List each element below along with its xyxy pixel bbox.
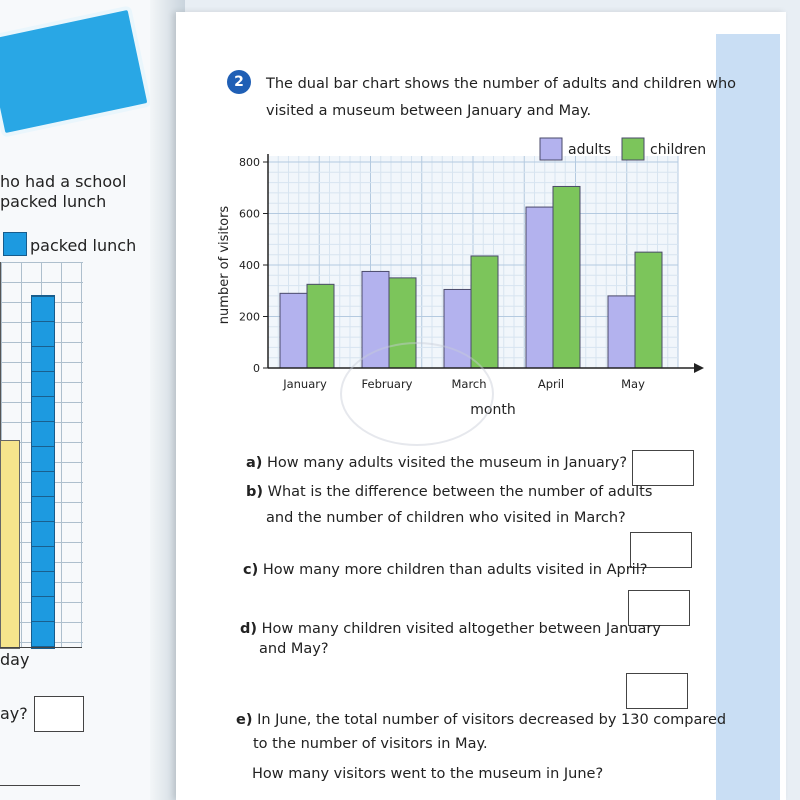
bar-children-april: [553, 186, 580, 368]
bar-children-march: [471, 256, 498, 368]
legend-label: packed lunch: [30, 236, 137, 255]
bar-adults-april: [526, 207, 553, 368]
question-intro: visited a museum between January and May.: [266, 103, 592, 119]
x-axis: [0, 647, 82, 648]
subquestion-text: How many children visited altogether between January: [261, 621, 661, 637]
answer-box[interactable]: [34, 696, 84, 732]
subquestion-text: and the number of children who visited in March?: [266, 510, 626, 526]
x-axis-arrow: [694, 363, 704, 373]
x-tick-label: February: [361, 377, 413, 391]
banner-graphic: [0, 5, 152, 138]
y-tick-label: 200: [239, 310, 260, 324]
subquestion-text: to the number of visitors in May.: [253, 736, 488, 752]
x-axis-title: month: [470, 402, 516, 418]
subquestion-label: d): [240, 621, 258, 637]
x-tick-label: April: [537, 377, 565, 391]
bar-adults-may: [608, 296, 635, 368]
axis-label: day: [0, 650, 30, 669]
x-tick-label: March: [451, 377, 487, 391]
subquestion-text: What is the difference between the number of adults: [267, 484, 653, 500]
left-page: [0, 0, 170, 800]
legend-swatch-children: [622, 138, 644, 160]
subquestion-label: a): [246, 455, 263, 471]
legend-label-adults: adults: [568, 142, 612, 158]
bar-children-january: [307, 284, 334, 368]
y-tick-label: 0: [253, 362, 260, 375]
question-intro: The dual bar chart shows the number of adults and children who: [266, 76, 737, 92]
import-stamp: [340, 342, 494, 446]
page-margin-strip: [716, 34, 780, 800]
subquestion-d: [240, 621, 661, 637]
answer-line: [0, 785, 80, 786]
answer-box[interactable]: [632, 450, 694, 486]
legend-swatch-adults: [540, 138, 562, 160]
bar: [0, 440, 20, 649]
subquestion-a: [246, 455, 627, 471]
question-number: 2: [227, 70, 251, 94]
bar-children-may: [635, 252, 662, 368]
y-tick-label: 400: [239, 259, 260, 272]
subquestion-text: How many more children than adults visited in April?: [262, 562, 648, 578]
subquestion-label: e): [236, 712, 253, 728]
subquestion-b: [246, 484, 652, 500]
bar: [31, 295, 55, 649]
bar-adults-january: [280, 293, 307, 368]
y-tick-label: 600: [239, 207, 260, 221]
subquestion-c: [243, 562, 647, 578]
subquestion-e: [236, 712, 726, 728]
legend-swatch: [3, 232, 27, 256]
x-tick-label: January: [283, 377, 327, 391]
subquestion-text: How many adults visited the museum in January?: [267, 455, 628, 471]
y-tick-label: 800: [239, 156, 260, 169]
subquestion-label: b): [246, 484, 264, 500]
subquestion-text: and May?: [259, 641, 329, 657]
subquestion-text: How many visitors went to the museum in June?: [252, 766, 604, 782]
legend-label-children: children: [650, 142, 707, 158]
x-tick-label: May: [621, 377, 645, 391]
subquestion-text: In June, the total number of visitors decreased by 130 compared: [257, 712, 727, 728]
question-text: ay?: [0, 704, 28, 723]
left-text-line: ho had a school: [0, 172, 127, 191]
y-axis-title: number of visitors: [217, 205, 232, 325]
answer-box[interactable]: [626, 673, 688, 709]
left-text-line: packed lunch: [0, 192, 107, 211]
subquestion-label: c): [243, 562, 259, 578]
